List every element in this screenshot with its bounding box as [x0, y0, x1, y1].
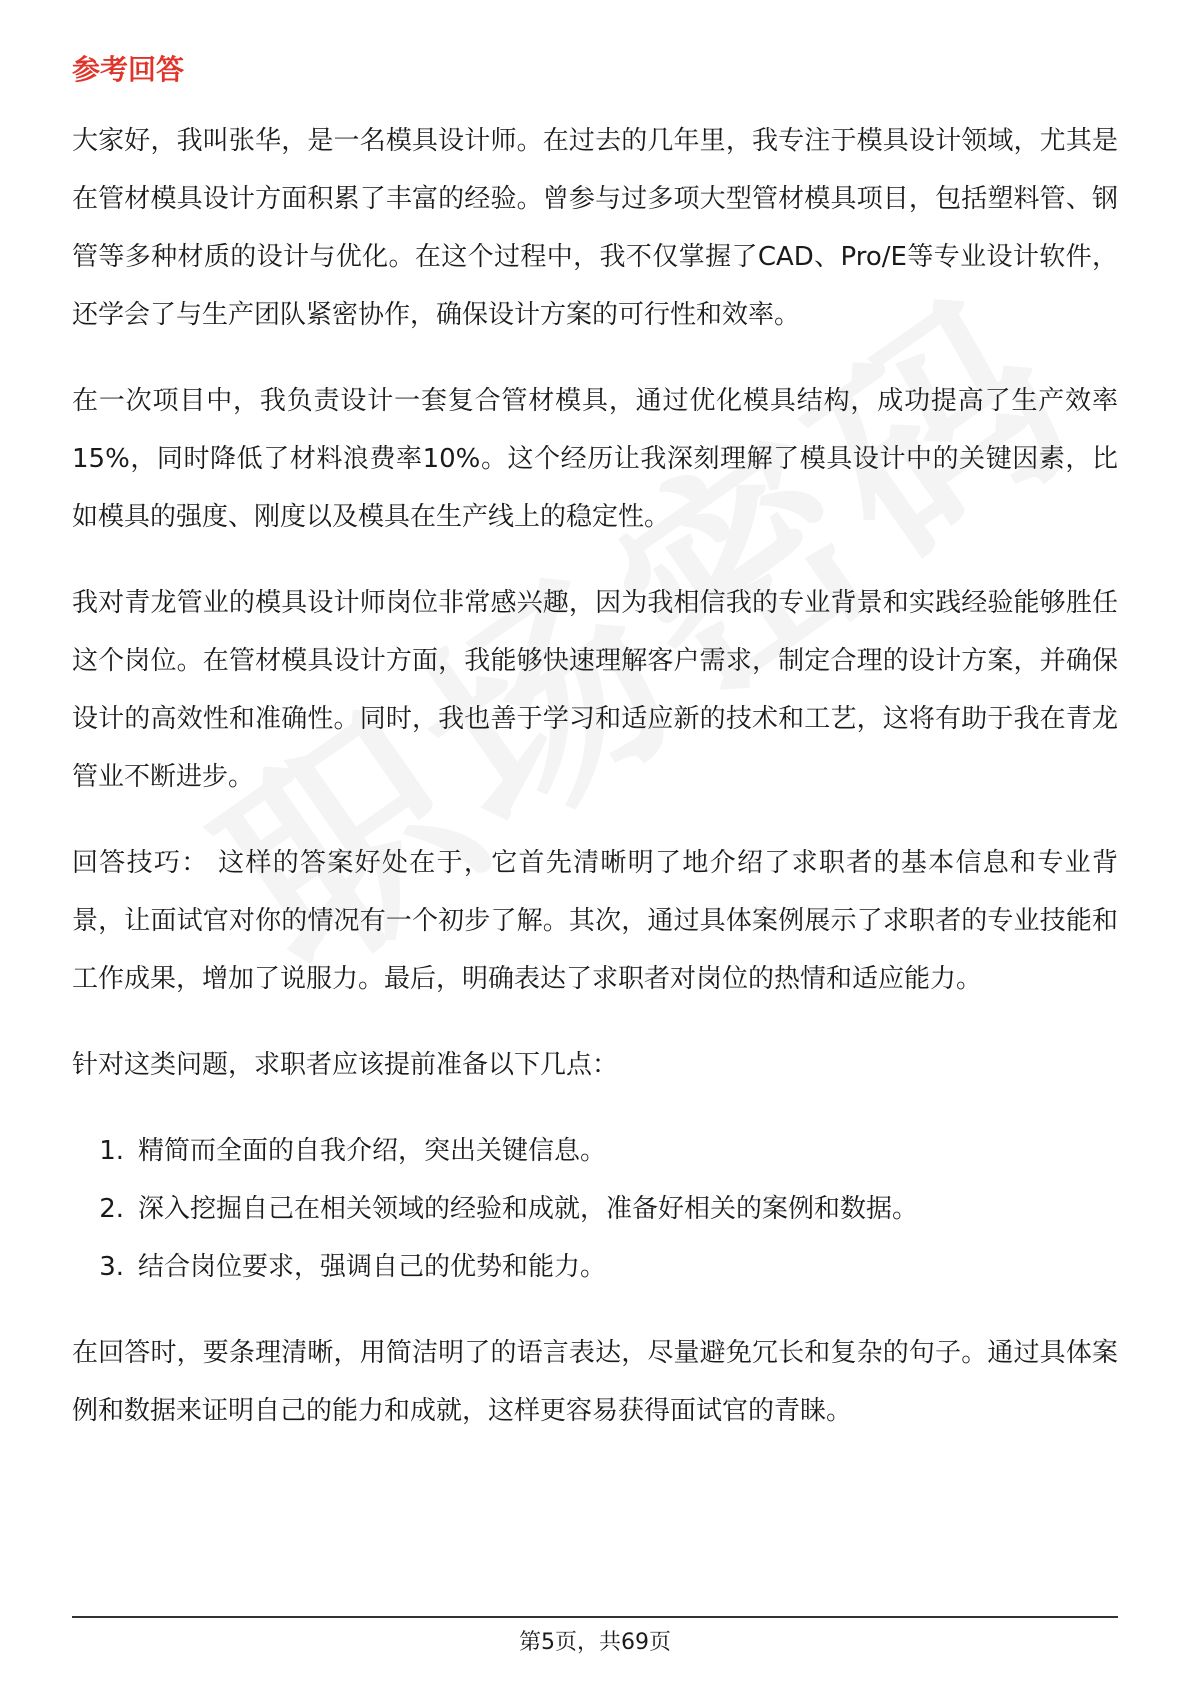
list-item-number: 3. — [99, 1252, 124, 1282]
page-content — [72, 48, 1118, 1440]
list-item-text: 精简而全面的自我介绍，突出关键信息。 — [138, 1136, 607, 1166]
paragraph-intro: 大家好，我叫张华，是一名模具设计师。在过去的几年里，我专注于模具设计领域，尤其是在管材模具设计方面积累了丰富的经验。曾参与过多项大型管材模具项目，包括塑料管、钢管等多种材质的设计与优化。在这个过程中，我不仅掌握了CAD、Pro/E等专业设计软件，还学会了与生产团队紧密协作，确保设计方案的可行性和效率。 — [72, 126, 1118, 330]
list-item — [72, 1180, 1118, 1238]
paragraph-tips: 回答技巧： 这样的答案好处在于，它首先清晰明了地介绍了求职者的基本信息和专业背景，让面试官对你的情况有一个初步了解。其次，通过具体案例展示了求职者的专业技能和工作成果，增加了说服力。最后，明确表达了求职者对岗位的热情和适应能力。 — [72, 848, 1118, 994]
paragraph-preparation-lead: 针对这类问题，求职者应该提前准备以下几点： — [72, 1050, 619, 1080]
list-item-text: 深入挖掘自己在相关领域的经验和成就，准备好相关的案例和数据。 — [138, 1194, 919, 1224]
paragraph-project: 在一次项目中，我负责设计一套复合管材模具，通过优化模具结构，成功提高了生产效率15%，同时降低了材料浪费率10%。这个经历让我深刻理解了模具设计中的关键因素，比如模具的强度、刚度以及模具在生产线上的稳定性。 — [72, 386, 1118, 532]
preparation-list — [72, 1122, 1118, 1296]
page-number: 第5页，共69页 — [519, 1630, 671, 1655]
paragraph-motivation: 我对青龙管业的模具设计师岗位非常感兴趣，因为我相信我的专业背景和实践经验能够胜任这个岗位。在管材模具设计方面，我能够快速理解客户需求，制定合理的设计方案，并确保设计的高效性和准确性。同时，我也善于学习和适应新的技术和工艺，这将有助于我在青龙管业不断进步。 — [72, 588, 1118, 792]
list-item-number: 2. — [99, 1194, 124, 1224]
list-item — [72, 1238, 1118, 1296]
section-title: 参考回答 — [72, 53, 185, 86]
footer-divider — [72, 1616, 1118, 1618]
list-item — [72, 1122, 1118, 1180]
list-item-number: 1. — [99, 1136, 124, 1166]
paragraph-closing: 在回答时，要条理清晰，用简洁明了的语言表达，尽量避免冗长和复杂的句子。通过具体案例和数据来证明自己的能力和成就，这样更容易获得面试官的青睐。 — [72, 1338, 1118, 1426]
list-item-text: 结合岗位要求，强调自己的优势和能力。 — [138, 1252, 607, 1282]
